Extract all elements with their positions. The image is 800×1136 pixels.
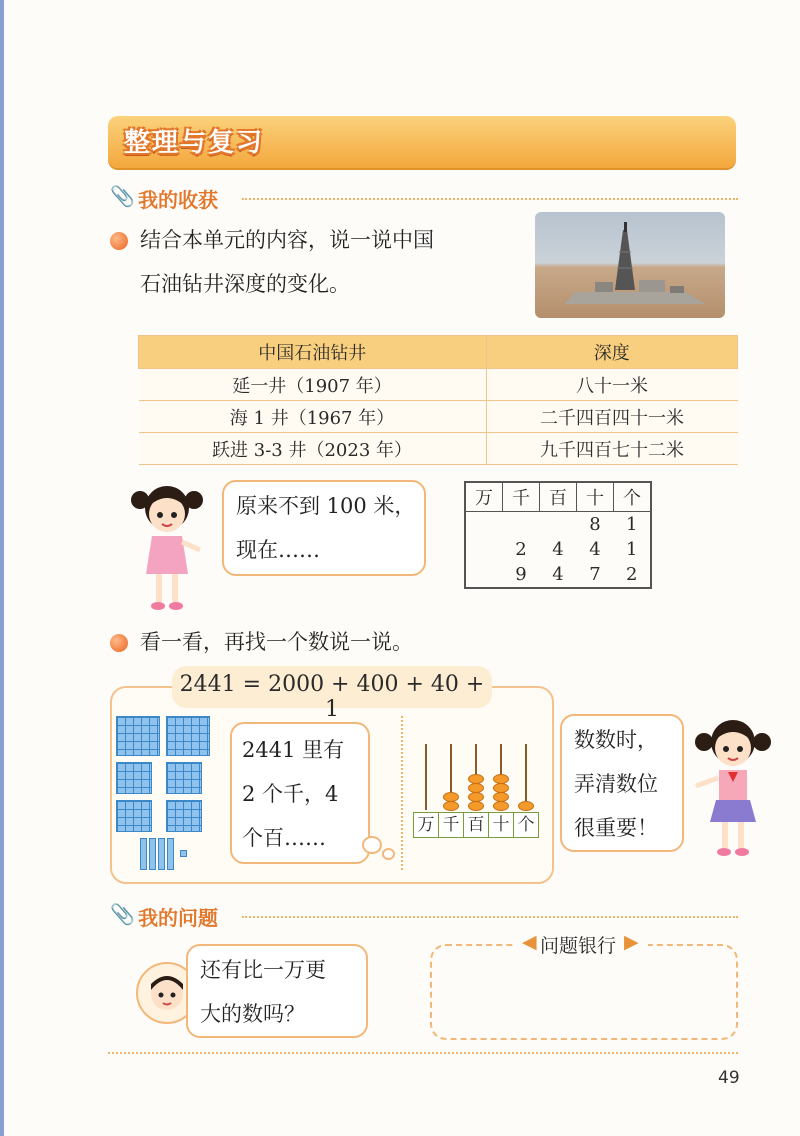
girl-speech-line-2: 现在…… [236, 538, 320, 562]
digit-cell: 9 [515, 564, 527, 585]
ten-rod [140, 838, 147, 870]
digit-cell: 2 [515, 539, 527, 560]
section-divider [242, 916, 738, 918]
hundred-flat [166, 762, 202, 794]
girl-speech-line-1: 原来不到 100 米， [236, 494, 416, 518]
prompt-line-2: 石油钻井深度的变化。 [140, 272, 350, 296]
section-title-gains: 我的收获 [138, 188, 218, 212]
question-bank-title: 问题银行 [540, 935, 617, 957]
bracket-left-icon: ◀ [522, 931, 537, 953]
hundred-flat [116, 762, 152, 794]
table-header: 深度 [486, 336, 737, 369]
bottom-divider [108, 1052, 738, 1054]
abacus [412, 740, 542, 840]
boy-speech-line-2: 大的数吗？ [200, 1002, 305, 1026]
digit-cell: 4 [589, 539, 601, 560]
ten-rod [149, 838, 156, 870]
thought-line-2: 2 个千，4 [242, 782, 339, 806]
table-row [465, 537, 651, 562]
digit-cell [465, 512, 503, 538]
place-header: 十 [577, 482, 614, 512]
question-bank-box [430, 944, 738, 1040]
thousand-cube [166, 716, 210, 756]
table-header: 中国石油钻井 [139, 336, 487, 369]
ten-rod [167, 838, 174, 870]
table-row [139, 401, 738, 433]
digit-cell: 8 [589, 514, 601, 535]
thought-line-3: 个百…… [242, 826, 326, 850]
digit-cell: 2 [626, 564, 638, 585]
digit-cell [503, 512, 540, 538]
thought-dot [362, 836, 382, 854]
abacus-rod [425, 744, 427, 810]
girl-illustration [122, 478, 212, 618]
equation: 2441 = 2000 + 400 + 40 + 1 [179, 672, 485, 722]
place-header: 百 [540, 482, 577, 512]
abacus-label: 十 [488, 812, 514, 838]
section-title-questions: 我的问题 [138, 906, 218, 930]
oil-rig-photo [535, 212, 725, 318]
ten-rod [158, 838, 165, 870]
thought-line-1: 2441 里有 [242, 738, 345, 762]
place-header: 万 [465, 482, 503, 512]
digit-cell: 1 [626, 539, 638, 560]
thousand-cube [116, 716, 160, 756]
well-name: 延一井（1907 年） [139, 369, 487, 401]
digit-cell: 4 [552, 539, 564, 560]
abacus-bead [468, 801, 484, 811]
page-title: 整理与复习 [124, 128, 265, 158]
well-depth: 九千四百七十二米 [486, 433, 737, 465]
girl-illustration [688, 712, 778, 862]
well-name: 海 1 井（1967 年） [139, 401, 487, 433]
paperclip-icon: 📎 [110, 902, 135, 926]
girl2-speech-line-2: 弄清数位 [574, 772, 658, 796]
well-name: 跃进 3-3 井（2023 年） [139, 433, 487, 465]
digit-cell [540, 512, 577, 538]
digit-cell [465, 562, 503, 588]
abacus-label: 个 [513, 812, 539, 838]
hundred-flat [166, 800, 202, 832]
prompt-line-1: 结合本单元的内容，说一说中国 [140, 228, 434, 252]
paperclip-icon: 📎 [110, 184, 135, 208]
place-header: 个 [614, 482, 652, 512]
abacus-label: 万 [413, 812, 439, 838]
abacus-bead [493, 801, 509, 811]
book-spine [0, 0, 4, 1136]
girl2-speech-line-1: 数数时， [574, 728, 658, 752]
abacus-bead [443, 801, 459, 811]
hundred-flat [116, 800, 152, 832]
well-depth: 二千四百四十一米 [486, 401, 737, 433]
prompt-2: 看一看，再找一个数说一说。 [140, 630, 413, 654]
girl2-speech-line-3: 很重要！ [574, 816, 658, 840]
table-row [139, 369, 738, 401]
bullet-icon [110, 634, 128, 652]
boy-speech-line-1: 还有比一万更 [200, 958, 326, 982]
digit-cell: 1 [626, 514, 638, 535]
table-row [139, 433, 738, 465]
table-row [465, 562, 651, 588]
well-depth: 八十一米 [486, 369, 737, 401]
section-divider [242, 198, 738, 200]
bullet-icon [110, 232, 128, 250]
digit-cell [465, 537, 503, 562]
place-value-table [464, 481, 652, 589]
abacus-bead [518, 801, 534, 811]
place-header: 千 [503, 482, 540, 512]
bracket-right-icon: ▶ [624, 931, 639, 953]
digit-cell: 7 [589, 564, 601, 585]
thought-dot [382, 848, 395, 860]
drilling-depth-table [138, 335, 738, 465]
abacus-label: 千 [438, 812, 464, 838]
page-number: 49 [718, 1068, 740, 1088]
abacus-label: 百 [463, 812, 489, 838]
one-cube [180, 850, 187, 857]
table-row [465, 512, 651, 538]
digit-cell: 4 [552, 564, 564, 585]
frame-divider [401, 716, 403, 870]
